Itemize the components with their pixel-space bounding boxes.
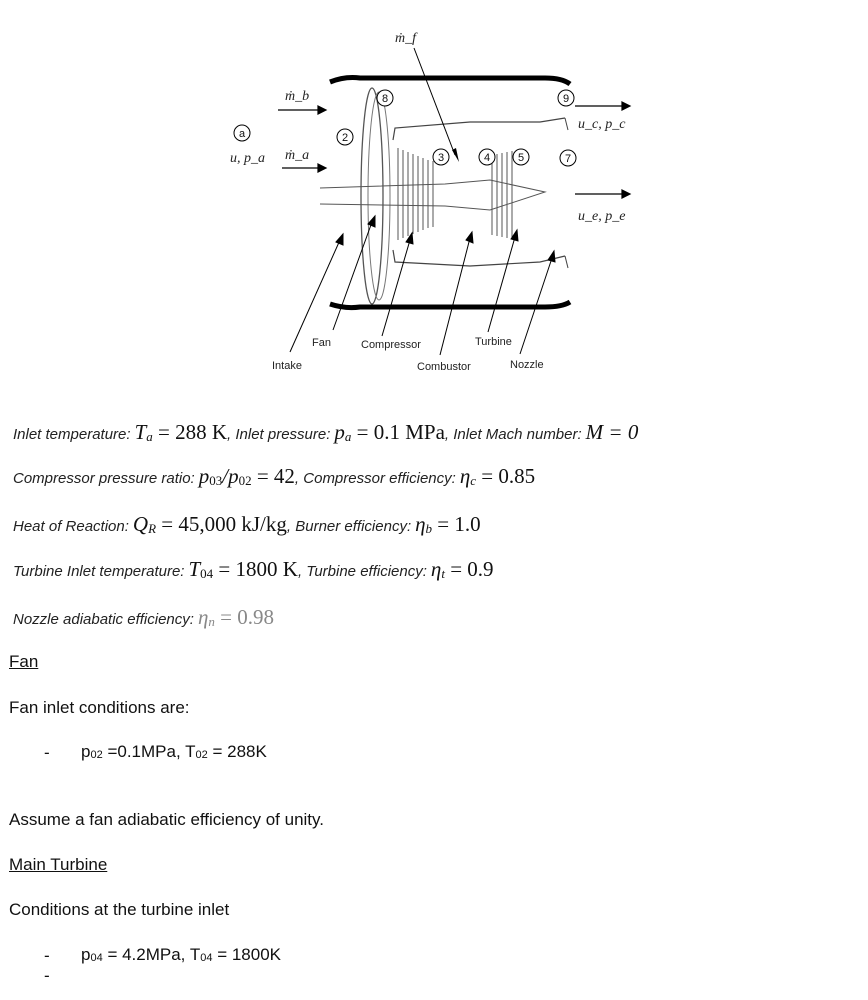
turbine-inlet-conditions: $p_{04} = 4.2MPa$, $T_{04} = 1800K$ (81, 945, 281, 964)
fan-efficiency-note: Assume a fan adiabatic efficiency of unity. (9, 810, 324, 829)
core-exit-symbol: u_c, p_c (578, 117, 626, 132)
fuel-flow-symbol: ṁ_f (395, 31, 416, 46)
inlet-symbol: u, p_a (230, 151, 265, 166)
param-row-turbine: Turbine Inlet temperature: $T_{04} = 1800$ K, Turbine efficiency: $\eta_t = 0.9$ (13, 557, 494, 581)
component-turbine-label: Turbine (475, 336, 512, 348)
turbine-inlet-temp-label: Turbine Inlet temperature: (13, 563, 185, 580)
compressor-blades (398, 148, 433, 240)
inlet-mach-value: M = 0 (585, 420, 639, 444)
fan-heading: Fan (9, 652, 39, 671)
station-9-label: 9 (562, 93, 570, 105)
fan-disk (361, 88, 383, 304)
param-row-nozzle (13, 605, 274, 630)
fan-casing-top (330, 78, 570, 85)
fan-bullet-mark: - (44, 743, 50, 762)
compressor-efficiency-value: $\eta_c = 0.85$ (459, 464, 536, 488)
heat-reaction-label: Heat of Reaction: (13, 518, 129, 535)
core-casing-top (393, 118, 565, 140)
core-casing-bottom (393, 250, 565, 266)
bypass-exit-symbol: u_e, p_e (578, 209, 626, 224)
bypass-flow-symbol: ṁ_b (285, 89, 310, 104)
burner-efficiency-value: $\eta_b = 1.0$ (415, 512, 481, 536)
fuel-line (414, 48, 455, 155)
inlet-temperature-label: Inlet temperature: (13, 426, 131, 443)
station-a-label: a (238, 128, 246, 140)
turbofan-engine-diagram (0, 0, 868, 400)
station-7-label: 7 (564, 153, 572, 165)
component-nozzle-label: Nozzle (510, 359, 544, 371)
fan-inlet-conditions: $p_{02} =0.1MPa$, $T_{02} = 288K$ (81, 742, 267, 761)
compressor-efficiency-label: Compressor efficiency: (303, 470, 456, 487)
fan-casing-bottom (330, 302, 570, 308)
compressor-ratio-label: Compressor pressure ratio: (13, 470, 195, 487)
turbine-efficiency-label: Turbine efficiency: (306, 563, 427, 580)
fan-intro: Fan inlet conditions are: (9, 698, 190, 717)
compressor-ratio-value: $p_{03}/p_{02} = 42$ (198, 464, 295, 488)
param-row-inlet: Inlet temperature: $T_a = 288$ K, Inlet pressure: $p_a = 0.1$ MPa, Inlet Mach number: M = 0 (13, 420, 639, 444)
station-3-label: 3 (437, 152, 445, 164)
turbine-intro: Conditions at the turbine inlet (9, 900, 230, 919)
core-flow-symbol: ṁ_a (285, 148, 310, 163)
component-compressor-label: Compressor (361, 339, 421, 351)
station-5-label: 5 (517, 152, 525, 164)
turbine-blades (492, 151, 512, 239)
nozzle-efficiency-label: Nozzle adiabatic efficiency: (13, 611, 194, 628)
component-fan-label: Fan (312, 337, 331, 349)
turbine-efficiency-value: $\eta_t = 0.9$ (430, 557, 494, 581)
nozzle-efficiency-value: $\eta_n = 0.98$ (197, 605, 274, 629)
turbine-bullet-mark-2: - (44, 966, 50, 985)
station-4-label: 4 (483, 152, 491, 164)
station-2-label: 2 (341, 132, 349, 144)
station-8-label: 8 (381, 93, 389, 105)
turbine-bullet-mark: - (44, 946, 50, 965)
main-turbine-heading: Main Turbine (9, 855, 108, 874)
param-row-compressor: Compressor pressure ratio: $p_{03}/p_{02} = 42$, Compressor efficiency: $\eta_c = 0.85$ (13, 464, 536, 488)
turbine-inlet-temp-value: $T_{04} = 1800$ K (188, 557, 298, 581)
heat-reaction-value: $Q_R = 45,000$ kJ/kg (132, 512, 287, 536)
burner-efficiency-label: Burner efficiency: (295, 518, 412, 535)
component-combustor-label: Combustor (417, 361, 471, 373)
leader-lines (290, 216, 555, 355)
inlet-pressure-label: Inlet pressure: (235, 426, 331, 443)
component-intake-label: Intake (272, 360, 302, 372)
inlet-temperature-value: $T_a = 288$ K (134, 420, 228, 444)
inlet-pressure-value: $p_a = 0.1$ MPa (334, 420, 445, 444)
param-row-heat: Heat of Reaction: $Q_R = 45,000$ kJ/kg, Burner efficiency: $\eta_b = 1.0$ (13, 512, 481, 536)
inlet-mach-label: Inlet Mach number: (453, 426, 582, 443)
